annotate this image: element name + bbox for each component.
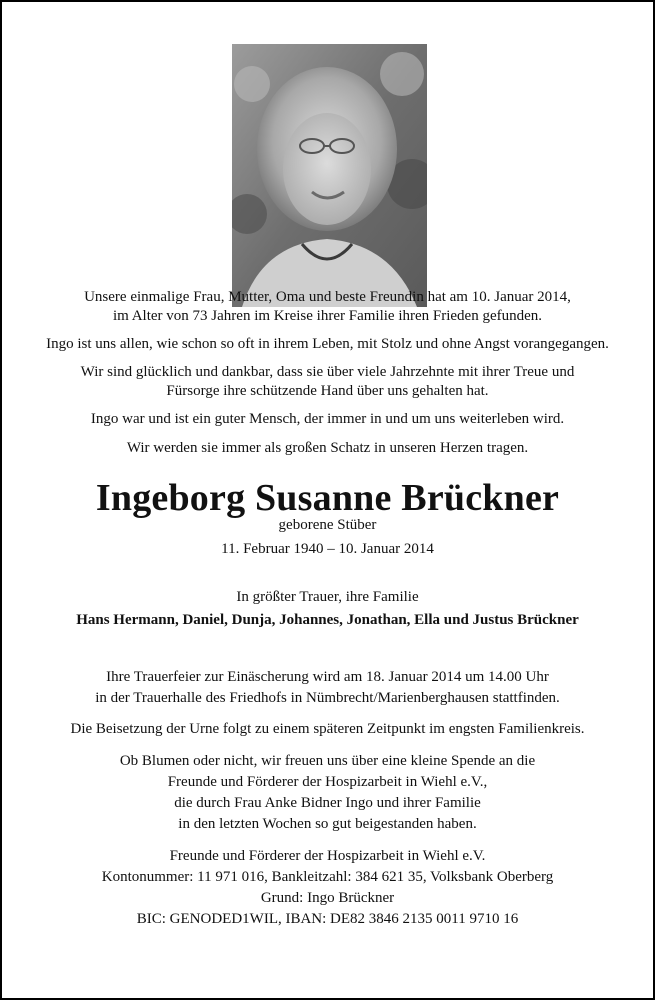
intro-paragraph-2: Ingo ist uns allen, wie schon so oft in ihrem Leben, mit Stolz und ohne Angst vorangegangen. [46, 336, 609, 352]
birth-name: geborene Stüber [278, 517, 377, 533]
intro-paragraph-3-line-1: Wir sind glücklich und dankbar, dass sie über viele Jahrzehnte mit ihrer Treue und [80, 364, 575, 380]
life-dates: 11. Februar 1940 – 10. Januar 2014 [221, 541, 434, 557]
family-intro: In größter Trauer, ihre Familie [236, 589, 419, 605]
intro-paragraph-3-line-2: Fürsorge ihre schützende Hand über uns gehalten hat. [166, 383, 489, 399]
intro-paragraph-1-line-2: im Alter von 73 Jahren im Kreise ihrer Familie ihren Frieden gefunden. [112, 308, 543, 324]
portrait-image [232, 44, 427, 307]
donation-line-3: die durch Frau Anke Bidner Ingo und ihrer Familie [174, 795, 481, 811]
family-names: Hans Hermann, Daniel, Dunja, Johannes, Jonathan, Ella und Justus Brückner [76, 612, 579, 628]
service-line-2: in der Trauerhalle des Friedhofs in Nümbrecht/Marienberghausen stattfinden. [95, 690, 560, 706]
bank-account: Kontonummer: 11 971 016, Bankleitzahl: 384 621 35, Volksbank Oberberg [101, 869, 554, 885]
donation-line-2: Freunde und Förderer der Hospizarbeit in Wiehl e.V., [167, 774, 488, 790]
bank-bic-iban: BIC: GENODED1WIL, IBAN: DE82 3846 2135 0011 9710 16 [136, 911, 519, 927]
deceased-name: Ingeborg Susanne Brückner [95, 477, 560, 519]
bank-organization: Freunde und Förderer der Hospizarbeit in Wiehl e.V. [169, 848, 486, 864]
intro-paragraph-5: Wir werden sie immer als großen Schatz in unseren Herzen tragen. [126, 440, 529, 456]
donation-line-4: in den letzten Wochen so gut beigestanden haben. [178, 816, 477, 832]
urn-burial-notice: Die Beisetzung der Urne folgt zu einem späteren Zeitpunkt im engsten Familienkreis. [70, 721, 585, 737]
donation-line-1: Ob Blumen oder nicht, wir freuen uns über eine kleine Spende an die [119, 753, 536, 769]
portrait-photo [232, 44, 427, 307]
intro-paragraph-1-line-1: Unsere einmalige Frau, Mutter, Oma und beste Freundin hat am 10. Januar 2014, [84, 289, 571, 305]
intro-paragraph-4: Ingo war und ist ein guter Mensch, der immer in und um uns weiterleben wird. [90, 411, 565, 427]
bank-reason: Grund: Ingo Brückner [260, 890, 395, 906]
service-line-1: Ihre Trauerfeier zur Einäscherung wird am 18. Januar 2014 um 14.00 Uhr [106, 669, 549, 685]
